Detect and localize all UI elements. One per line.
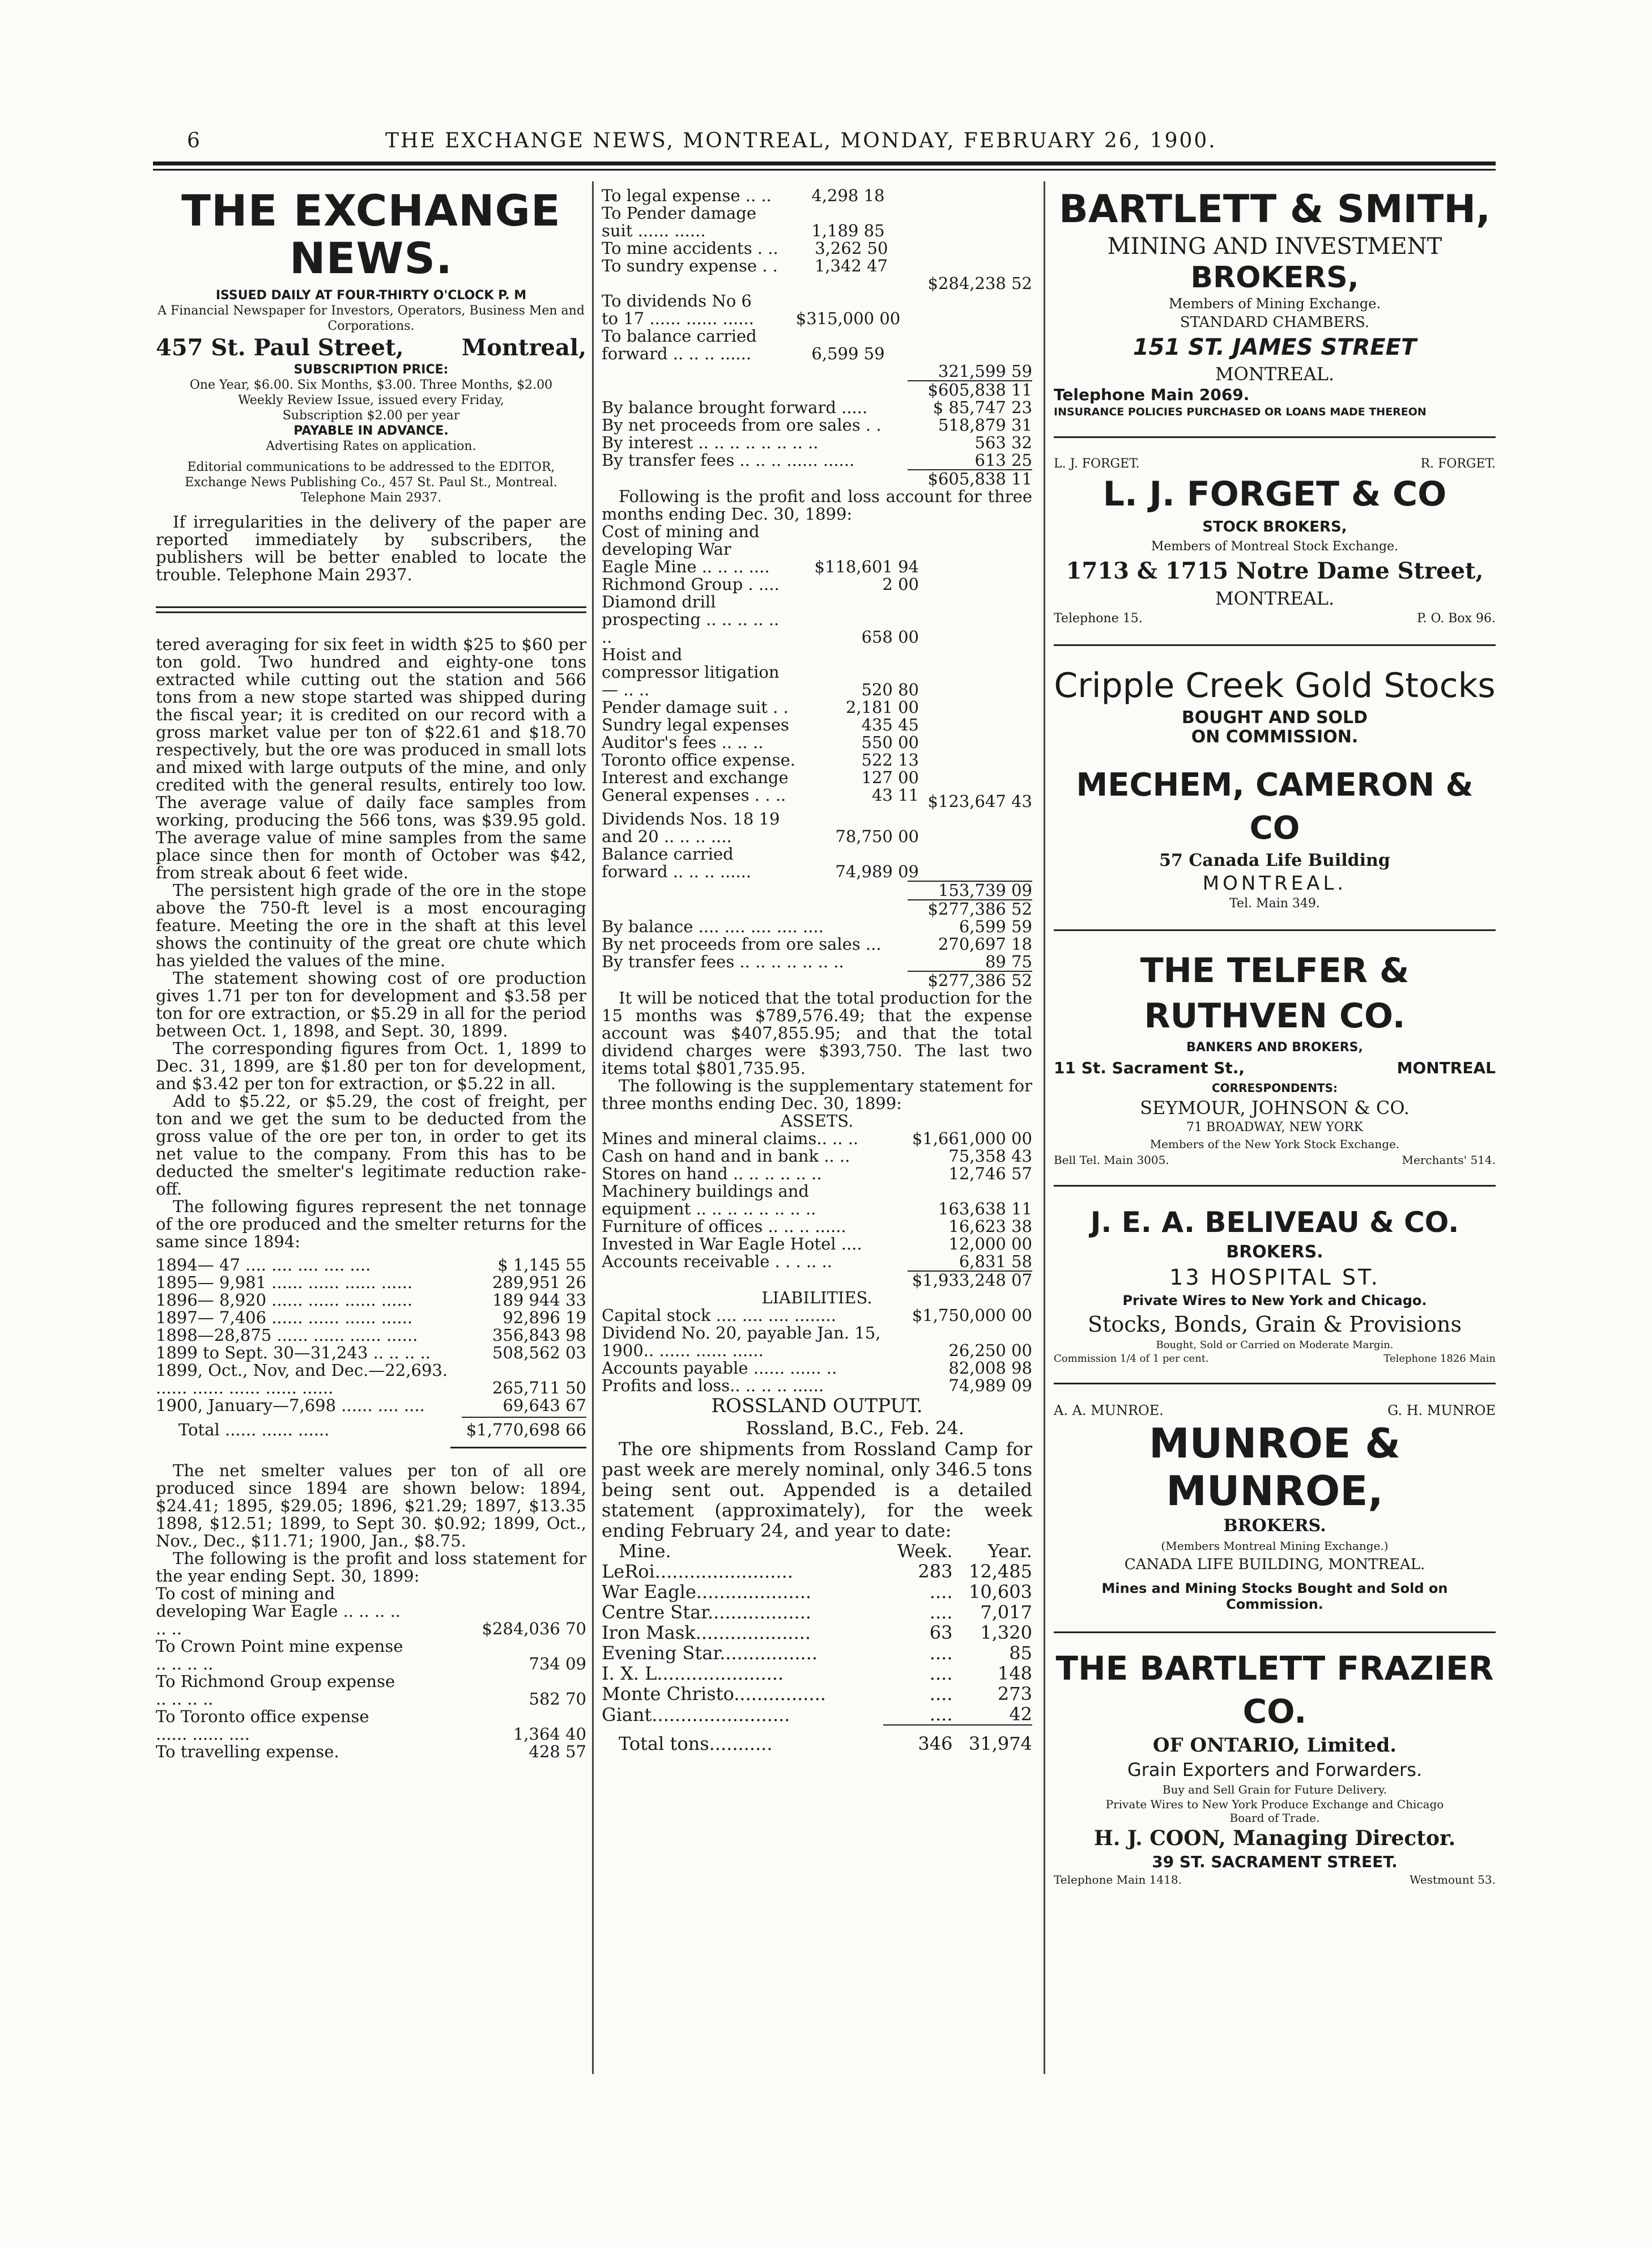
ad-line: Private Wires to New York and Chicago. <box>1122 1293 1427 1308</box>
cost-row: General expenses . . .. 43 11 <box>602 785 919 805</box>
ad-line: R. FORGET. <box>1420 457 1496 471</box>
ad-line: Mines and Mining Stocks Bought and Sold on Commission. <box>1101 1580 1448 1612</box>
address-street: 457 St. Paul Street, <box>156 334 404 361</box>
ad-title: MECHEM, CAMERON & CO <box>1076 767 1474 847</box>
ad-title: J. E. A. BELIVEAU & CO. <box>1090 1206 1459 1239</box>
pl-row: By balance brought forward ..... $ 85,747 23 <box>602 398 1032 417</box>
ad-line: Bell Tel. Main 3005. <box>1054 1153 1169 1167</box>
asset-row: Accounts receivable . . . .. .. 6,831 58 <box>602 1252 1032 1271</box>
payable-advance: PAYABLE IN ADVANCE. <box>293 424 449 438</box>
advertising-rates: Advertising Rates on application. <box>266 439 476 453</box>
weekly-review: Weekly Review Issue, issued every Friday, <box>238 393 504 407</box>
liabilities-heading: LIABILITIES. <box>761 1288 872 1307</box>
table-row: Centre Star.................. .... 7,017 <box>602 1601 1032 1623</box>
pl-total: $605,838 11 <box>927 380 1032 400</box>
table-row: Monte Christo................ .... 273 <box>602 1683 1032 1705</box>
table-row: I. X. L...................... .... 148 <box>602 1663 1032 1684</box>
ad-line: Telephone 15. <box>1054 611 1143 626</box>
table-row: Iron Mask.................... 63 1,320 <box>602 1622 1032 1643</box>
masthead-telephone: Telephone Main 2937. <box>300 491 442 505</box>
ad-line: Tel. Main 349. <box>1229 896 1320 911</box>
article-paragraph: It will be noticed that the total production for the 15 months was $789,576.49; that the expense account was $407,855.95; and that the total dividend charges were $393,750. The last two items total $801,735.95. <box>602 988 1032 1078</box>
asset-row: Machinery buildings and equipment .. .. .. .. .. .. .. .. 163,638 11 <box>602 1182 1032 1218</box>
returns-total: Total ...... ...... ...... $1,770,698 66 <box>178 1420 586 1439</box>
ad-telfer-ruthven <box>1054 948 1496 1168</box>
ad-forget <box>1054 455 1496 627</box>
subscription-prices: One Year, $6.00. Six Months, $3.00. Three Months, $2.00 <box>189 378 553 392</box>
pl-row: To mine accidents . .. 3,262 50 <box>602 239 888 258</box>
cost-row: Auditor's fees .. .. .. 550 00 <box>602 733 919 752</box>
asset-row: Invested in War Eagle Hotel .... 12,000 00 <box>602 1234 1032 1253</box>
ad-line: Members of Montreal Stock Exchange. <box>1151 539 1399 554</box>
pl-row: To travelling expense. 428 57 <box>156 1742 586 1761</box>
assets-heading: ASSETS. <box>780 1111 854 1131</box>
pl-total: $277,386 52 <box>927 971 1032 990</box>
article-paragraph: tered averaging for six feet in width $25 to $60 per ton gold. Two hundred and eighty-one tons extracted while cutting out the station and 566 tons from a new stope started was shipped during the fiscal year; it is credited on our record with a gross market value per ton of $22.61 and $18.70 respectively, but the ore was produced in small lots and mixed with large outputs of the mine, and only credited with the general results, entirely too low. The average value of daily face samples from working, producing the 566 tons, was $39.95 gold. The average value of mine samples from the same place since then for month of October was $42, from streak about 6 feet wide. <box>156 635 586 882</box>
ad-line: OF ONTARIO, Limited. <box>1152 1734 1397 1757</box>
ad-line: BANKERS AND BROKERS, <box>1186 1040 1363 1055</box>
rossland-text: The ore shipments from Rossland Camp for past week are merely nominal, only 346.5 tons being sent out. Appended is a detailed statement (approximately), for the week ending February 24, and year to date: <box>602 1438 1032 1541</box>
ad-beliveau <box>1054 1204 1496 1366</box>
pl-row: By transfer fees .. .. .. .. .. .. .. 89 75 <box>602 952 1032 971</box>
masthead-address <box>156 334 586 362</box>
pl-row: To Richmond Group expense .. .. .. .. 582 70 <box>156 1672 586 1709</box>
article-paragraph: The statement showing cost of ore production gives 1.71 per ton for development and $3.58 per ton for ore extraction, or $5.29 in all for the period between Oct. 1, 1898, and Sept. 30, 1899. <box>156 968 586 1040</box>
cost-row: Toronto office expense. 522 13 <box>602 750 919 770</box>
ad-line: Private Wires to New York Produce Exchange and Chicago Board of Trade. <box>1105 1797 1444 1825</box>
ad-title: MUNROE & MUNROE, <box>1148 1420 1401 1515</box>
ad-line: ON COMMISSION. <box>1191 727 1359 747</box>
pl-row: By transfer fees .. .. .. ...... ...... 613 25 <box>602 451 1032 470</box>
ad-line: 71 BROADWAY, NEW YORK <box>1186 1120 1363 1134</box>
ad-line: A. A. MUNROE. <box>1054 1403 1164 1418</box>
column-1 <box>156 187 586 1761</box>
dividend-list <box>602 810 919 881</box>
dividend-row: Balance carried forward .. .. .. ...... 74,989 09 <box>602 844 919 881</box>
cost-row: Sundry legal expenses 435 45 <box>602 715 919 734</box>
returns-row: 1899 to Sept. 30—31,243 .. .. .. .. 508,562 03 <box>156 1343 586 1362</box>
ad-line: 151 ST. JAMES STREET <box>1132 334 1417 360</box>
pl-row: To sundry expense . . 1,342 47 <box>602 256 888 275</box>
article-paragraph: The following is the profit and loss statement for the year ending Sept. 30, 1899: <box>156 1549 586 1586</box>
ad-line: (Members Montreal Mining Exchange.) <box>1161 1539 1389 1553</box>
returns-row: 1897— 7,406 ...... ...... ...... ...... 92,896 19 <box>156 1308 586 1327</box>
ad-line: Merchants' 514. <box>1402 1153 1496 1167</box>
pl-row: To cost of mining and developing War Eagle .. .. .. .. .. .. $284,036 70 <box>156 1584 586 1638</box>
ad-line: CANADA LIFE BUILDING, MONTREAL. <box>1124 1556 1425 1573</box>
returns-row: 1899, Oct., Nov, and Dec.—22,693. <box>156 1361 448 1380</box>
asset-row: Furniture of offices .. .. .. ...... 16,623 38 <box>602 1217 1032 1236</box>
editorial-notice: Editorial communications to be addressed to the EDITOR, Exchange News Publishing Co., 457 St. Paul St., Montreal. <box>185 460 557 490</box>
ad-title: Cripple Creek Gold Stocks <box>1054 666 1496 706</box>
header-rule-thin <box>153 169 1496 171</box>
table-row: Evening Star................. .... 85 <box>602 1642 1032 1664</box>
weekly-price: Subscription $2.00 per year <box>282 409 460 423</box>
running-title: THE EXCHANGE NEWS, MONTREAL, MONDAY, FEBRUARY 26, 1900. <box>385 129 1217 152</box>
liability-row: Dividend No. 20, payable Jan. 15, 1900.. ...... ...... ...... 26,250 00 <box>602 1323 1032 1360</box>
ad-line: Telephone 1826 Main <box>1383 1353 1496 1365</box>
masthead-desc: A Financial Newspaper for Investors, Operators, Business Men and Corporations. <box>157 304 585 333</box>
cost-row: Hoist and compressor litigation — .. .. 520 80 <box>602 645 919 699</box>
ad-title: THE BARTLETT FRAZIER CO. <box>1055 1649 1494 1731</box>
table-row: War Eagle.................... .... 10,603 <box>602 1581 1032 1603</box>
ad-line: Telephone Main 1418. <box>1054 1873 1182 1886</box>
double-rule <box>156 606 586 613</box>
article-paragraph: The persistent high grade of the ore in the stope above the 750-ft level is a most encouraging feature. Meeting the ore in the shaft at this level shows the continuity of the great ore chute which has yielded the values of the mine. <box>156 881 586 970</box>
ad-line: P. O. Box 96. <box>1417 611 1496 626</box>
ad-line: BROKERS. <box>1226 1242 1323 1262</box>
asset-row: Cash on hand and in bank .. .. 75,358 43 <box>602 1146 1032 1166</box>
ad-mechem <box>1054 764 1496 912</box>
ad-line: MONTREAL. <box>1215 363 1335 385</box>
pl-continued <box>602 187 1032 380</box>
returns-row: 1898—28,875 ...... ...... ...... ...... 356,843 98 <box>156 1325 586 1345</box>
pl-credits <box>602 399 1032 469</box>
assets-total: $1,933,248 07 <box>912 1270 1032 1290</box>
pl-total: $605,838 11 <box>927 469 1032 488</box>
ad-line: BOUGHT AND SOLD <box>1181 708 1368 728</box>
masthead-issued: ISSUED DAILY AT FOUR-THIRTY O'CLOCK P. M <box>215 288 527 303</box>
dividend-total: 153,739 09 <box>938 881 1032 900</box>
cost-total: $123,647 43 <box>927 792 1032 811</box>
ad-line: SEYMOUR, JOHNSON & CO. <box>1140 1097 1410 1119</box>
returns-row: 1900, January—7,698 ...... .... .... 69,643 67 <box>156 1396 586 1415</box>
ad-line: Bought, Sold or Carried on Moderate Margin. <box>1156 1339 1394 1351</box>
ad-line: MINING AND INVESTMENT <box>1107 233 1442 260</box>
ad-line: 39 ST. SACRAMENT STREET. <box>1152 1852 1398 1871</box>
column-3-ads <box>1054 187 1496 1887</box>
pl-row: To Pender damage suit ...... ...... 1,189 85 <box>602 203 885 240</box>
ad-line: Grain Exporters and Forwarders. <box>1127 1759 1423 1780</box>
pl-credits-2 <box>602 918 1032 971</box>
ad-line: Buy and Sell Grain for Future Delivery. <box>1162 1783 1387 1796</box>
pl-row: By interest .. .. .. .. .. .. .. .. 563 32 <box>602 433 1032 452</box>
pl-row: To balance carried forward .. .. .. ...... 6,599 59 <box>602 326 885 363</box>
ad-line: 1713 & 1715 Notre Dame Street, <box>1066 558 1484 584</box>
pl-row: By balance .... .... .... .... .... 6,599 59 <box>602 917 1032 936</box>
table-total-row: Total tons........... 346 31,974 <box>602 1725 1032 1754</box>
returns-row: ...... ...... ...... ...... ...... 265,711 50 <box>156 1378 586 1397</box>
ad-line: 57 Canada Life Building <box>1159 851 1390 870</box>
article-paragraph: The net smelter values per ton of all ore produced since 1894 are shown below: 1894, $24.41; 1895, $29.05; 1896, $21.29; 1897, $13.35 1898, $12.51; 1899, to Sept 30. $0.92; 1899, Oct., Nov., Dec., $11.71; 1900, Jan., $8.75. <box>156 1461 586 1550</box>
ad-line: BROKERS, <box>1190 261 1359 295</box>
pl-row: To legal expense .. .. 4,298 18 <box>602 186 885 205</box>
cost-list <box>602 523 919 804</box>
pl-row: To Crown Point mine expense .. .. .. .. 734 09 <box>156 1637 586 1673</box>
cost-row: Cost of mining and developing War Eagle Mine .. .. .. .... $118,601 94 <box>602 522 919 576</box>
pl-row: By net proceeds from ore sales . . 518,879 31 <box>602 415 1032 435</box>
address-city: Montreal, <box>461 334 586 361</box>
ad-line: 13 HOSPITAL ST. <box>1169 1265 1380 1290</box>
ad-line: MONTREAL. <box>1215 588 1335 609</box>
ad-line: BROKERS. <box>1223 1516 1326 1536</box>
article-paragraph: Add to $5.22, or $5.29, the cost of freight, per ton and we get the sum to be deducted from the gross value of the ore per ton, in order to get its net value to the company. From this has to be deducted the smelter's legitimate reduction rake-off. <box>156 1091 586 1199</box>
returns-row: 1894— 47 .... .... .... .... .... $ 1,145 55 <box>156 1255 586 1274</box>
ad-line: Commission 1/4 of 1 per cent. <box>1054 1353 1209 1365</box>
liability-row: Profits and loss.. .. .. .. ...... 74,989 09 <box>602 1376 1032 1395</box>
article-paragraph: The corresponding figures from Oct. 1, 1899 to Dec. 31, 1899, are $1.80 per ton for development, and $3.42 per ton for extraction, or $5.22 in all. <box>156 1039 586 1093</box>
ad-bartlett-frazier <box>1054 1647 1496 1887</box>
ad-title: L. J. FORGET & CO <box>1102 474 1447 514</box>
cost-row: Richmond Group . .... 2 00 <box>602 575 919 594</box>
ad-cripple-creek <box>1054 663 1496 747</box>
cost-row: Pender damage suit . . 2,181 00 <box>602 698 919 717</box>
returns-row: 1895— 9,981 ...... ...... ...... ...... 289,951 26 <box>156 1273 586 1292</box>
pl-row: To Toronto office expense ...... ...... .... 1,364 40 <box>156 1707 586 1744</box>
column-2 <box>602 187 1032 1754</box>
ad-line: MONTREAL. <box>1202 872 1347 895</box>
ad-line: G. H. MUNROE <box>1387 1403 1496 1418</box>
table-row: Giant........................ .... 42 <box>602 1703 1032 1726</box>
table-row: LeRoi........................ 283 12,485 <box>602 1561 1032 1582</box>
smelter-returns-list <box>156 1256 586 1448</box>
rossland-dateline: Rossland, B.C., Feb. 24. <box>746 1417 964 1439</box>
pl-row: To dividends No 6 to 17 ...... ...... ...... $315,000 00 <box>602 291 901 328</box>
ad-line: MONTREAL <box>1396 1059 1496 1077</box>
assets-list <box>602 1130 1032 1270</box>
asset-row: Mines and mineral claims.. .. .. $1,661,000 00 <box>602 1129 1032 1148</box>
article-paragraph: The following figures represent the net tonnage of the ore produced and the smelter returns for the same since 1894: <box>156 1197 586 1251</box>
ad-line: 11 St. Sacrament St., <box>1054 1059 1245 1077</box>
column-divider <box>592 181 594 2074</box>
page-number: 6 <box>187 129 202 152</box>
ad-title: BARTLETT & SMITH, <box>1059 187 1491 232</box>
ad-line: Telephone Main 2069. <box>1054 385 1250 404</box>
irregularities-notice: If irregularities in the delivery of the paper are reported immediately by subscribers, the publishers will be better enabled to locate the trouble. Telephone Main 2937. <box>156 512 586 584</box>
cost-row: Interest and exchange 127 00 <box>602 768 919 787</box>
ad-line: INSURANCE POLICIES PURCHASED OR LOANS MADE THEREON <box>1054 406 1427 418</box>
ad-line: STANDARD CHAMBERS. <box>1180 314 1370 331</box>
ad-line: Members of the New York Stock Exchange. <box>1149 1137 1400 1151</box>
table-header-row: Mine. Week. Year. <box>619 1540 1032 1562</box>
rossland-heading: ROSSLAND OUTPUT. <box>711 1395 923 1417</box>
pl-row: By net proceeds from ore sales ... 270,697 18 <box>602 934 1032 954</box>
ad-line: Stocks, Bonds, Grain & Provisions <box>1088 1312 1462 1337</box>
liability-row: Capital stock .... .... .... ........ $1,750,000 00 <box>602 1306 1032 1325</box>
ad-line: CORRESPONDENTS: <box>1212 1081 1338 1095</box>
pl-subtotal: 321,599 59 <box>938 362 1032 381</box>
ad-munroe <box>1054 1401 1496 1618</box>
asset-row: Stores on hand .. .. .. .. .. .. 12,746 57 <box>602 1164 1032 1183</box>
returns-row: 1896— 8,920 ...... ...... ...... ...... 189 944 33 <box>156 1290 586 1310</box>
pl-total: $277,386 52 <box>927 899 1032 919</box>
ad-line: Members of Mining Exchange. <box>1168 296 1381 312</box>
pl-subtotal: $284,238 52 <box>927 274 1032 293</box>
article-paragraph: The following is the supplementary statement for three months ending Dec. 30, 1899: <box>602 1076 1032 1113</box>
ad-bartlett-smith <box>1054 187 1496 419</box>
ad-line: Westmount 53. <box>1409 1873 1496 1886</box>
header-rule <box>153 162 1496 165</box>
cost-row: Diamond drill prospecting .. .. .. .. .. .. 658 00 <box>602 592 919 647</box>
subscription-head: SUBSCRIPTION PRICE: <box>293 363 449 377</box>
ad-title: THE TELFER & RUTHVEN CO. <box>1140 951 1410 1036</box>
liabilities-list <box>602 1307 1032 1395</box>
rossland-table <box>602 1541 1032 1754</box>
article-paragraph: Following is the profit and loss account for three months ending Dec. 30, 1899: <box>602 487 1032 524</box>
dividend-row: Dividends Nos. 18 19 and 20 .. .. .. .... 78,750 00 <box>602 809 919 846</box>
ad-line: H. J. COON, Managing Director. <box>1093 1826 1456 1850</box>
pl-year-list <box>156 1585 586 1761</box>
masthead-title: THE EXCHANGE NEWS. <box>181 185 561 283</box>
liability-row: Accounts payable ...... ...... .. 82,008 98 <box>602 1358 1032 1378</box>
column-divider <box>1044 181 1045 2074</box>
ad-line: L. J. FORGET. <box>1054 457 1140 471</box>
ad-line: STOCK BROKERS, <box>1202 519 1347 536</box>
